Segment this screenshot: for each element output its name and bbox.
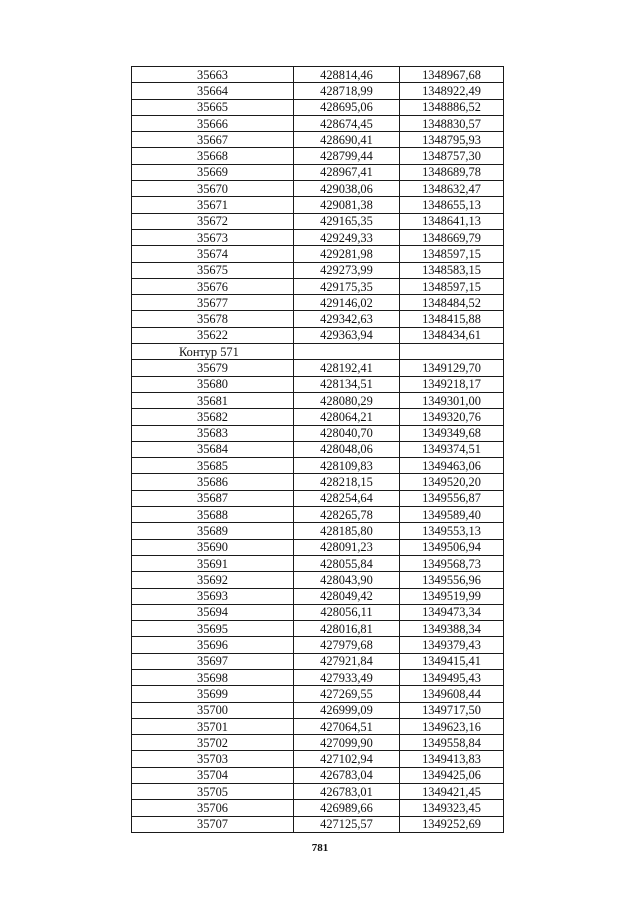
y-coordinate-cell: 1349556,87	[400, 490, 504, 506]
x-coordinate-cell: 427099,90	[294, 735, 400, 751]
point-number-cell: 35683	[132, 425, 294, 441]
table-row	[132, 816, 504, 832]
y-coordinate-cell: 1348922,49	[400, 83, 504, 99]
y-coordinate-cell: 1348967,68	[400, 67, 504, 83]
y-coordinate-cell: 1349252,69	[400, 816, 504, 832]
table-row	[132, 246, 504, 262]
contour-label: Контур 571	[132, 344, 294, 360]
point-number-cell: 35665	[132, 99, 294, 115]
x-coordinate-cell: 428080,29	[294, 392, 400, 408]
x-coordinate-cell: 428091,23	[294, 539, 400, 555]
table-row	[132, 490, 504, 506]
table-row	[132, 800, 504, 816]
y-coordinate-cell: 1348886,52	[400, 99, 504, 115]
table-row	[132, 213, 504, 229]
table-row	[132, 132, 504, 148]
x-coordinate-cell: 428185,80	[294, 523, 400, 539]
x-coordinate-cell: 429281,98	[294, 246, 400, 262]
table-row	[132, 637, 504, 653]
y-coordinate-cell: 1349320,76	[400, 409, 504, 425]
table-row	[132, 588, 504, 604]
point-number-cell: 35704	[132, 767, 294, 783]
y-coordinate-cell: 1348830,57	[400, 115, 504, 131]
table-row	[132, 604, 504, 620]
table-row	[132, 784, 504, 800]
y-coordinate-cell: 1348632,47	[400, 181, 504, 197]
point-number-cell: 35700	[132, 702, 294, 718]
y-coordinate-cell: 1349608,44	[400, 686, 504, 702]
x-coordinate-cell: 428814,46	[294, 67, 400, 83]
y-coordinate-cell: 1348434,61	[400, 327, 504, 343]
point-number-cell: 35673	[132, 229, 294, 245]
x-coordinate-cell: 428064,21	[294, 409, 400, 425]
table-row	[132, 621, 504, 637]
point-number-cell: 35676	[132, 278, 294, 294]
x-coordinate-cell: 429081,38	[294, 197, 400, 213]
x-coordinate-cell: 428056,11	[294, 604, 400, 620]
table-row	[132, 572, 504, 588]
x-coordinate-cell: 426999,09	[294, 702, 400, 718]
y-coordinate-cell: 1348597,15	[400, 278, 504, 294]
x-coordinate-cell: 426783,04	[294, 767, 400, 783]
x-coordinate-cell: 428799,44	[294, 148, 400, 164]
y-coordinate-cell: 1349553,13	[400, 523, 504, 539]
contour-header-row	[132, 344, 504, 360]
y-coordinate-cell: 1348597,15	[400, 246, 504, 262]
table-row	[132, 539, 504, 555]
point-number-cell: 35671	[132, 197, 294, 213]
x-coordinate-cell: 429038,06	[294, 181, 400, 197]
point-number-cell: 35706	[132, 800, 294, 816]
point-number-cell: 35672	[132, 213, 294, 229]
x-coordinate-cell: 427921,84	[294, 653, 400, 669]
table-row	[132, 441, 504, 457]
x-coordinate-cell: 428049,42	[294, 588, 400, 604]
point-number-cell: 35670	[132, 181, 294, 197]
x-coordinate-cell: 428254,64	[294, 490, 400, 506]
x-coordinate-cell: 427102,94	[294, 751, 400, 767]
point-number-cell: 35675	[132, 262, 294, 278]
point-number-cell: 35622	[132, 327, 294, 343]
table-row	[132, 507, 504, 523]
table-row	[132, 653, 504, 669]
x-coordinate-cell: 427979,68	[294, 637, 400, 653]
point-number-cell: 35681	[132, 392, 294, 408]
table-row	[132, 311, 504, 327]
y-coordinate-cell: 1349218,17	[400, 376, 504, 392]
point-number-cell: 35699	[132, 686, 294, 702]
point-number-cell: 35695	[132, 621, 294, 637]
point-number-cell: 35677	[132, 295, 294, 311]
y-coordinate-cell: 1349413,83	[400, 751, 504, 767]
point-number-cell: 35685	[132, 458, 294, 474]
y-coordinate-cell: 1349129,70	[400, 360, 504, 376]
point-number-cell: 35666	[132, 115, 294, 131]
x-coordinate-cell: 429249,33	[294, 229, 400, 245]
point-number-cell: 35703	[132, 751, 294, 767]
table-row	[132, 164, 504, 180]
y-coordinate-cell: 1349463,06	[400, 458, 504, 474]
point-number-cell: 35686	[132, 474, 294, 490]
x-coordinate-cell: 426783,01	[294, 784, 400, 800]
point-number-cell: 35696	[132, 637, 294, 653]
coordinates-table	[131, 66, 504, 833]
point-number-cell: 35690	[132, 539, 294, 555]
x-coordinate-cell: 426989,66	[294, 800, 400, 816]
point-number-cell: 35697	[132, 653, 294, 669]
y-coordinate-cell: 1349520,20	[400, 474, 504, 490]
y-coordinate-cell: 1348415,88	[400, 311, 504, 327]
y-coordinate-cell: 1349519,99	[400, 588, 504, 604]
table-row	[132, 751, 504, 767]
y-coordinate-cell: 1349415,41	[400, 653, 504, 669]
x-coordinate-cell: 427125,57	[294, 816, 400, 832]
y-coordinate-cell: 1349556,96	[400, 572, 504, 588]
y-coordinate-cell: 1348641,13	[400, 213, 504, 229]
point-number-cell: 35680	[132, 376, 294, 392]
point-number-cell: 35702	[132, 735, 294, 751]
x-coordinate-cell: 428674,45	[294, 115, 400, 131]
point-number-cell: 35701	[132, 718, 294, 734]
x-coordinate-cell: 429273,99	[294, 262, 400, 278]
x-coordinate-cell: 428016,81	[294, 621, 400, 637]
point-number-cell: 35664	[132, 83, 294, 99]
point-number-cell: 35663	[132, 67, 294, 83]
point-number-cell: 35694	[132, 604, 294, 620]
table-row	[132, 702, 504, 718]
point-number-cell: 35679	[132, 360, 294, 376]
point-number-cell: 35682	[132, 409, 294, 425]
table-row	[132, 327, 504, 343]
y-coordinate-cell: 1349558,84	[400, 735, 504, 751]
x-coordinate-cell: 428695,06	[294, 99, 400, 115]
x-coordinate-cell: 428218,15	[294, 474, 400, 490]
x-coordinate-cell: 428718,99	[294, 83, 400, 99]
x-coordinate-cell: 429363,94	[294, 327, 400, 343]
y-coordinate-cell: 1349717,50	[400, 702, 504, 718]
y-coordinate-cell: 1348583,15	[400, 262, 504, 278]
x-coordinate-cell: 427269,55	[294, 686, 400, 702]
x-coordinate-cell: 428967,41	[294, 164, 400, 180]
table-row	[132, 295, 504, 311]
table-row	[132, 262, 504, 278]
y-coordinate-cell: 1349473,34	[400, 604, 504, 620]
table-row	[132, 523, 504, 539]
y-coordinate-cell: 1348757,30	[400, 148, 504, 164]
table-row	[132, 767, 504, 783]
x-coordinate-cell: 429165,35	[294, 213, 400, 229]
empty-cell	[294, 344, 400, 360]
point-number-cell: 35693	[132, 588, 294, 604]
table-row	[132, 718, 504, 734]
y-coordinate-cell: 1348689,78	[400, 164, 504, 180]
x-coordinate-cell: 427064,51	[294, 718, 400, 734]
point-number-cell: 35689	[132, 523, 294, 539]
table-row	[132, 99, 504, 115]
table-row	[132, 555, 504, 571]
table-row	[132, 376, 504, 392]
y-coordinate-cell: 1349421,45	[400, 784, 504, 800]
x-coordinate-cell: 429342,63	[294, 311, 400, 327]
point-number-cell: 35667	[132, 132, 294, 148]
x-coordinate-cell: 429175,35	[294, 278, 400, 294]
y-coordinate-cell: 1349301,00	[400, 392, 504, 408]
point-number-cell: 35684	[132, 441, 294, 457]
table-row	[132, 83, 504, 99]
x-coordinate-cell: 429146,02	[294, 295, 400, 311]
table-row	[132, 148, 504, 164]
point-number-cell: 35692	[132, 572, 294, 588]
y-coordinate-cell: 1349388,34	[400, 621, 504, 637]
table-row	[132, 115, 504, 131]
table-row	[132, 197, 504, 213]
y-coordinate-cell: 1349349,68	[400, 425, 504, 441]
point-number-cell: 35691	[132, 555, 294, 571]
y-coordinate-cell: 1349425,06	[400, 767, 504, 783]
y-coordinate-cell: 1349495,43	[400, 669, 504, 685]
table-row	[132, 425, 504, 441]
y-coordinate-cell: 1349323,45	[400, 800, 504, 816]
y-coordinate-cell: 1349379,43	[400, 637, 504, 653]
x-coordinate-cell: 428040,70	[294, 425, 400, 441]
table-row	[132, 360, 504, 376]
x-coordinate-cell: 428043,90	[294, 572, 400, 588]
point-number-cell: 35669	[132, 164, 294, 180]
y-coordinate-cell: 1349506,94	[400, 539, 504, 555]
table-row	[132, 392, 504, 408]
page-number: 781	[311, 842, 329, 854]
y-coordinate-cell: 1349568,73	[400, 555, 504, 571]
table-row	[132, 474, 504, 490]
table-row	[132, 409, 504, 425]
table-row	[132, 278, 504, 294]
x-coordinate-cell: 428265,78	[294, 507, 400, 523]
y-coordinate-cell: 1349623,16	[400, 718, 504, 734]
point-number-cell: 35698	[132, 669, 294, 685]
table-row	[132, 669, 504, 685]
x-coordinate-cell: 428109,83	[294, 458, 400, 474]
x-coordinate-cell: 428192,41	[294, 360, 400, 376]
y-coordinate-cell: 1348484,52	[400, 295, 504, 311]
point-number-cell: 35678	[132, 311, 294, 327]
table-row	[132, 67, 504, 83]
x-coordinate-cell: 427933,49	[294, 669, 400, 685]
y-coordinate-cell: 1348669,79	[400, 229, 504, 245]
point-number-cell: 35687	[132, 490, 294, 506]
point-number-cell: 35674	[132, 246, 294, 262]
table-row	[132, 458, 504, 474]
x-coordinate-cell: 428055,84	[294, 555, 400, 571]
table-row	[132, 686, 504, 702]
x-coordinate-cell: 428134,51	[294, 376, 400, 392]
point-number-cell: 35707	[132, 816, 294, 832]
empty-cell	[400, 344, 504, 360]
x-coordinate-cell: 428048,06	[294, 441, 400, 457]
table-row	[132, 181, 504, 197]
coordinates-table-body	[132, 67, 504, 833]
point-number-cell: 35705	[132, 784, 294, 800]
y-coordinate-cell: 1349589,40	[400, 507, 504, 523]
table-row	[132, 735, 504, 751]
point-number-cell: 35668	[132, 148, 294, 164]
y-coordinate-cell: 1349374,51	[400, 441, 504, 457]
y-coordinate-cell: 1348795,93	[400, 132, 504, 148]
y-coordinate-cell: 1348655,13	[400, 197, 504, 213]
table-row	[132, 229, 504, 245]
point-number-cell: 35688	[132, 507, 294, 523]
x-coordinate-cell: 428690,41	[294, 132, 400, 148]
